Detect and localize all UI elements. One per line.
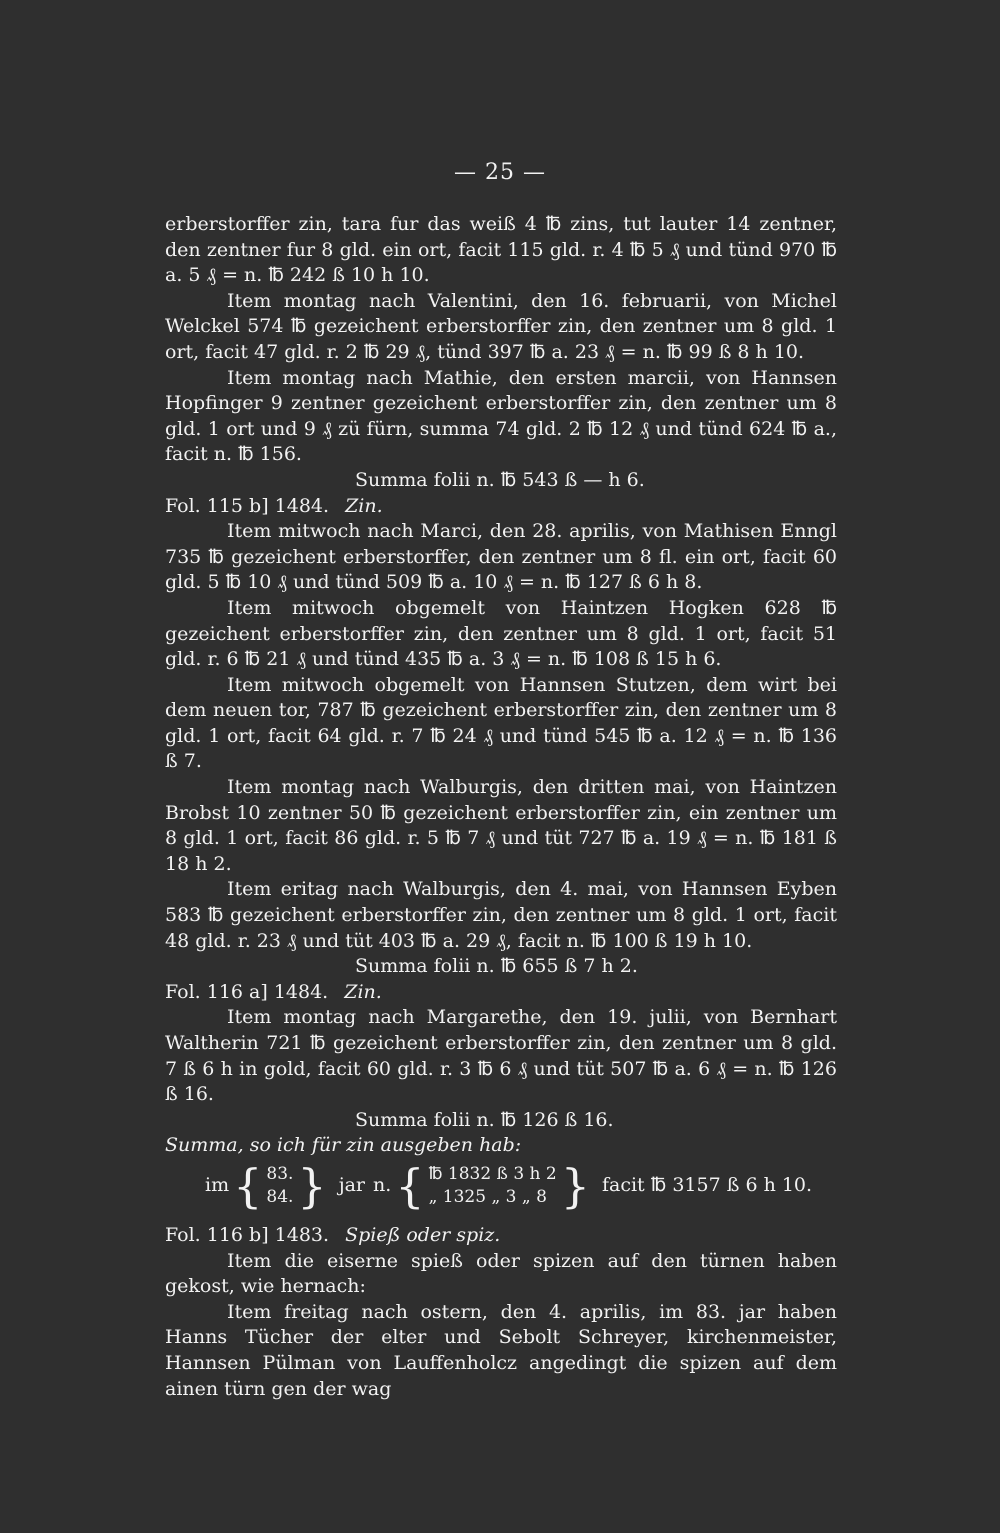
folio-heading (165, 1223, 837, 1249)
folio-number: Fol. 115 b] 1484. (165, 494, 330, 517)
right-brace-icon: } (560, 1158, 590, 1213)
paragraph: Item mitwoch obgemelt von Hannsen Stutzen, dem wirt bei dem neuen tor, 787 ℔ gezeichent erberstorffer zin, den zentner um 8 gld. 1 ort, facit 64 gld. r. 7 ℔ 24 ₰ und tünd 545 ℔ a. 12 ₰ = n. ℔ 136 ß 7. (165, 673, 837, 773)
year-stack (266, 1163, 293, 1209)
paragraph: Item freitag nach ostern, den 4. aprilis, im 83. jar haben Hanns Tücher der elter und Sebolt Schreyer, kirchenmeister, Hannsen Pülman von Lauffenholcz angedingt die spizen auf dem ainen türn gen der wag (165, 1300, 837, 1400)
paragraph: Item montag nach Mathie, den ersten marcii, von Hannsen Hopfinger 9 zentner gezeichent erberstorffer zin, den zentner um 8 gld. 1 ort und 9 ₰ zü fürn, summa 74 gld. 2 ℔ 12 ₰ und tünd 624 ℔ a., facit n. ℔ 156. (165, 366, 837, 466)
year-83: 83. (266, 1163, 294, 1184)
paragraph: Item eritag nach Walburgis, den 4. mai, von Hannsen Eyben 583 ℔ gezeichent erberstorffer zin, den zentner um 8 gld. 1 ort, facit 48 gld. r. 23 ₰ und tüt 403 ℔ a. 29 ₰, facit n. ℔ 100 ß 19 h 10. (165, 878, 837, 952)
summary-calculation (205, 1158, 837, 1213)
paragraph: Item montag nach Valentini, den 16. februarii, von Michel Welckel 574 ℔ gezeichent erberstorffer zin, den zentner um 8 gld. 1 ort, facit 47 gld. r. 2 ℔ 29 ₰, tünd 397 ℔ a. 23 ₰ = n. ℔ 99 ß 8 h 10. (165, 289, 837, 363)
folio-title: Spieß oder spiz. (345, 1223, 501, 1246)
left-brace-icon: { (233, 1158, 263, 1213)
calc-label-jar: jar (338, 1174, 366, 1197)
paragraph: Item montag nach Walburgis, den dritten mai, von Haintzen Brobst 10 zentner 50 ℔ gezeichent erberstorffer zin, ein zentner um 8 gld. 1 ort, facit 86 gld. r. 5 ℔ 7 ₰ und tüt 727 ℔ a. 19 ₰ = n. ℔ 181 ß 18 h 2. (165, 776, 837, 875)
calc-result: facit ℔ 3157 ß 6 h 10. (601, 1174, 813, 1197)
amount-row: ℔ 1832 ß 3 h 2 (428, 1163, 557, 1184)
left-brace-icon: { (395, 1158, 425, 1213)
paragraph: Item mitwoch obgemelt von Haintzen Hogken 628 ℔ gezeichent erberstorffer zin, den zentner um 8 gld. 1 ort, facit 51 gld. r. 6 ℔ 21 ₰ und tünd 435 ℔ a. 3 ₰ = n. ℔ 108 ß 15 h 6. (165, 596, 837, 671)
amount-row: „ 1325 „ 3 „ 8 (428, 1186, 547, 1207)
folio-number: Fol. 116 a] 1484. (165, 980, 329, 1003)
page-number: — 25 — (454, 160, 546, 185)
folio-title: Zin. (344, 980, 382, 1003)
summa-line: Summa folii n. ℔ 126 ß 16. (355, 1108, 614, 1131)
summary-title: Summa, so ich für zin ausgeben hab: (165, 1134, 522, 1157)
paragraph: Item mitwoch nach Marci, den 28. aprilis, von Mathisen Enngl 735 ℔ gezeichent erberstorffer, den zentner um 8 fl. ein ort, facit 60 gld. 5 ℔ 10 ₰ und tünd 509 ℔ a. 10 ₰ = n. ℔ 127 ß 6 h 8. (165, 520, 837, 594)
calc-label-im: im (205, 1174, 230, 1197)
summa-line: Summa folii n. ℔ 543 ß — h 6. (355, 468, 645, 491)
amount-stack (429, 1163, 557, 1209)
year-84: 84. (266, 1186, 294, 1207)
right-brace-icon: } (297, 1158, 327, 1213)
paragraph: Item die eiserne spieß oder spizen auf den türnen haben gekost, wie hernach: (165, 1249, 837, 1298)
folio-heading (165, 980, 837, 1006)
folio-heading (165, 494, 837, 520)
calc-label-n: n. (373, 1174, 392, 1197)
folio-title: Zin. (345, 494, 383, 517)
folio-number: Fol. 116 b] 1483. (165, 1223, 330, 1246)
document-body (165, 212, 837, 1402)
paragraph: erberstorffer zin, tara fur das weiß 4 ℔ zins, tut lauter 14 zentner, den zentner fur 8 gld. ein ort, facit 115 gld. r. 4 ℔ 5 ₰ und tünd 970 ℔ a. 5 ₰ = n. ℔ 242 ß 10 h 10. (165, 213, 837, 287)
paragraph: Item montag nach Margarethe, den 19. julii, von Bernhart Waltherin 721 ℔ gezeichent erberstorffer zin, den zentner um 8 gld. 7 ß 6 h in gold, facit 60 gld. r. 3 ℔ 6 ₰ und tüt 507 ℔ a. 6 ₰ = n. ℔ 126 ß 16. (165, 1006, 837, 1106)
summa-line: Summa folii n. ℔ 655 ß 7 h 2. (355, 955, 638, 978)
